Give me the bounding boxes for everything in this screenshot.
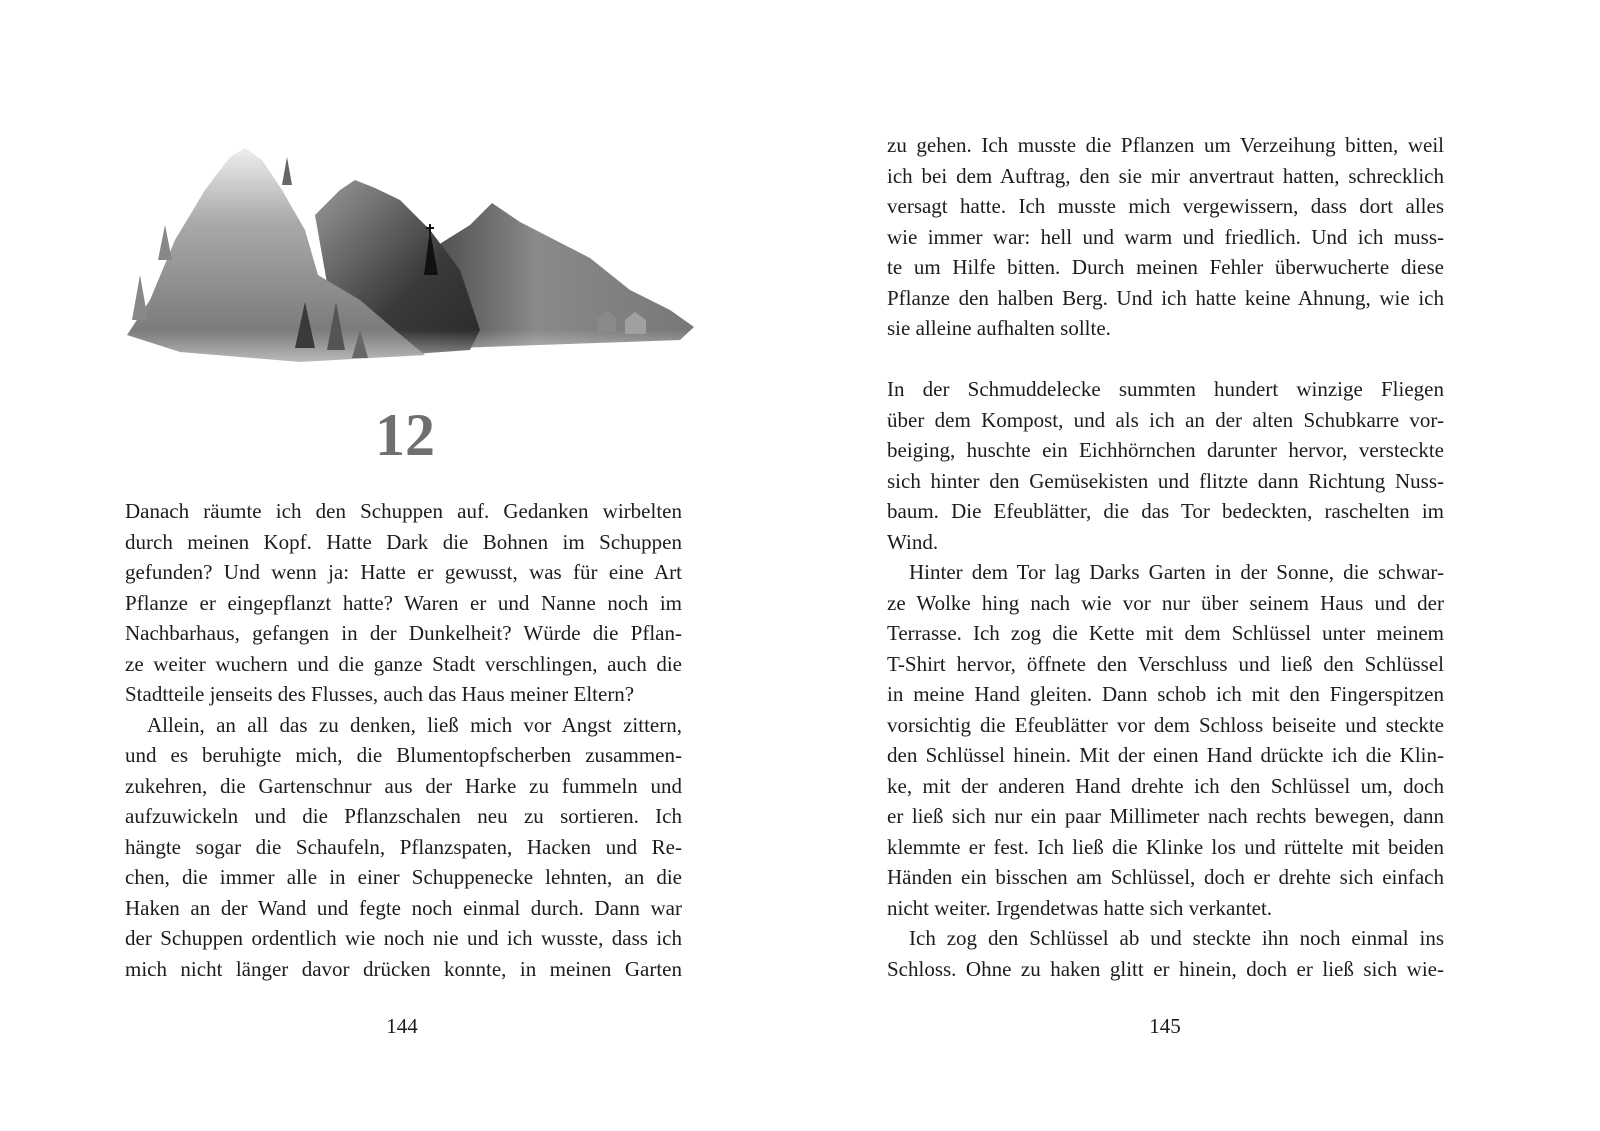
text-line: Allein, an all das zu denken, ließ mich vor Angst zittern, <box>147 712 682 737</box>
text-line: er ließ sich nur ein paar Millimeter nach rechts bewegen, dann <box>887 804 1444 828</box>
text-line: Hinter dem Tor lag Darks Garten in der Sonne, die schwar- <box>909 560 1444 584</box>
left-page-text <box>125 496 682 984</box>
text-line: Pflanze den halben Berg. Und ich hatte keine Ahnung, wie ich <box>887 285 1444 310</box>
text-line: sich hinter den Gemüsekisten und flitzte dann Richtung Nuss- <box>887 468 1444 493</box>
right-page <box>800 0 1600 1131</box>
text-line: In der Schmuddelecke summten hundert winzige Fliegen <box>887 377 1444 401</box>
text-line: zukehren, die Gartenschnur aus der Harke zu fummeln und <box>125 773 682 798</box>
text-line: mich nicht länger davor drücken konnte, in meinen Garten <box>125 956 682 981</box>
text-line: durch meinen Kopf. Hatte Dark die Bohnen im Schuppen <box>125 529 682 554</box>
text-line: Pflanze er eingepflanzt hatte? Waren er und Nanne noch im <box>125 590 682 615</box>
text-line: Wind. <box>887 529 939 554</box>
text-line: versagt hatte. Ich musste mich vergewissern, dass dort alles <box>887 194 1444 218</box>
text-line: Ich zog den Schlüssel ab und steckte ihn noch einmal ins <box>909 926 1444 950</box>
text-line: Händen ein bisschen am Schlüssel, doch er drehte sich einfach <box>887 865 1444 889</box>
text-line: ich bei dem Auftrag, den sie mir anvertraut hatten, schrecklich <box>887 163 1444 188</box>
chapter-number: 12 <box>375 402 435 468</box>
text-line: Danach räumte ich den Schuppen auf. Gedanken wirbelten <box>125 499 682 523</box>
paragraph <box>887 923 1444 984</box>
text-line: T-Shirt hervor, öffnete den Verschluss und ließ den Schlüssel <box>887 651 1444 676</box>
text-line: den Schlüssel hinein. Mit der einen Hand drückte ich die Klin- <box>887 743 1444 767</box>
text-line: zu gehen. Ich musste die Pflanzen um Verzeihung bitten, weil <box>887 133 1444 157</box>
text-line: Nachbarhaus, gefangen in der Dunkelheit? Würde die Pflan- <box>125 621 682 645</box>
text-line: Schloss. Ohne zu haken glitt er hinein, doch er ließ sich wie- <box>887 956 1444 981</box>
text-line: Terrasse. Ich zog die Kette mit dem Schlüssel unter meinem <box>887 621 1444 645</box>
page-number: 145 <box>1149 1014 1181 1038</box>
text-line: aufzuwickeln und die Pflanzschalen neu zu sortieren. Ich <box>125 804 682 828</box>
text-line: hängte sogar die Schaufeln, Pflanzspaten, Hacken und Re- <box>125 834 682 859</box>
text-line: chen, die immer alle in einer Schuppenecke lehnten, an die <box>125 865 682 889</box>
paragraph <box>887 557 1444 923</box>
text-line: nicht weiter. Irgendetwas hatte sich verkantet. <box>887 895 1273 920</box>
text-line: über dem Kompost, und als ich an der alten Schubkarre vor- <box>887 407 1444 432</box>
text-line: klemmte er fest. Ich ließ die Klinke los und rüttelte mit beiden <box>887 834 1444 859</box>
text-line: te um Hilfe bitten. Durch meinen Fehler überwucherte diese <box>887 255 1444 279</box>
text-line: Haken an der Wand und fegte noch einmal durch. Dann war <box>125 895 682 920</box>
text-line: ze weiter wuchern und die ganze Stadt verschlingen, auch die <box>125 651 682 676</box>
text-line: sie alleine aufhalten sollte. <box>887 316 1111 340</box>
text-line: Stadtteile jenseits des Flusses, auch das Haus meiner Eltern? <box>125 682 635 706</box>
text-line: beiging, huschte ein Eichhörnchen darunter hervor, versteckte <box>887 438 1444 462</box>
paragraph <box>125 710 682 985</box>
text-line: ke, mit der anderen Hand drehte ich den Schlüssel um, doch <box>887 773 1444 798</box>
text-line: ze Wolke hing nach wie vor nur über seinem Haus und der <box>887 590 1444 615</box>
text-line: wie immer war: hell und warm und friedlich. Und ich muss- <box>887 224 1444 249</box>
paragraph <box>887 374 1444 557</box>
paragraph <box>887 130 1444 344</box>
text-line: in meine Hand gleiten. Dann schob ich mit den Fingerspitzen <box>887 682 1444 706</box>
text-line: baum. Die Efeublätter, die das Tor bedeckten, raschelten im <box>887 499 1444 523</box>
text-line: gefunden? Und wenn ja: Hatte er gewusst, was für eine Art <box>125 560 682 584</box>
paragraph <box>125 496 682 710</box>
page-number: 144 <box>386 1014 418 1038</box>
text-line: der Schuppen ordentlich wie noch nie und ich wusste, dass ich <box>125 926 682 950</box>
text-line: vorsichtig die Efeublätter vor dem Schloss beiseite und steckte <box>887 712 1444 737</box>
right-page-text <box>887 130 1444 984</box>
text-line: und es beruhigte mich, die Blumentopfscherben zusammen- <box>125 743 682 767</box>
